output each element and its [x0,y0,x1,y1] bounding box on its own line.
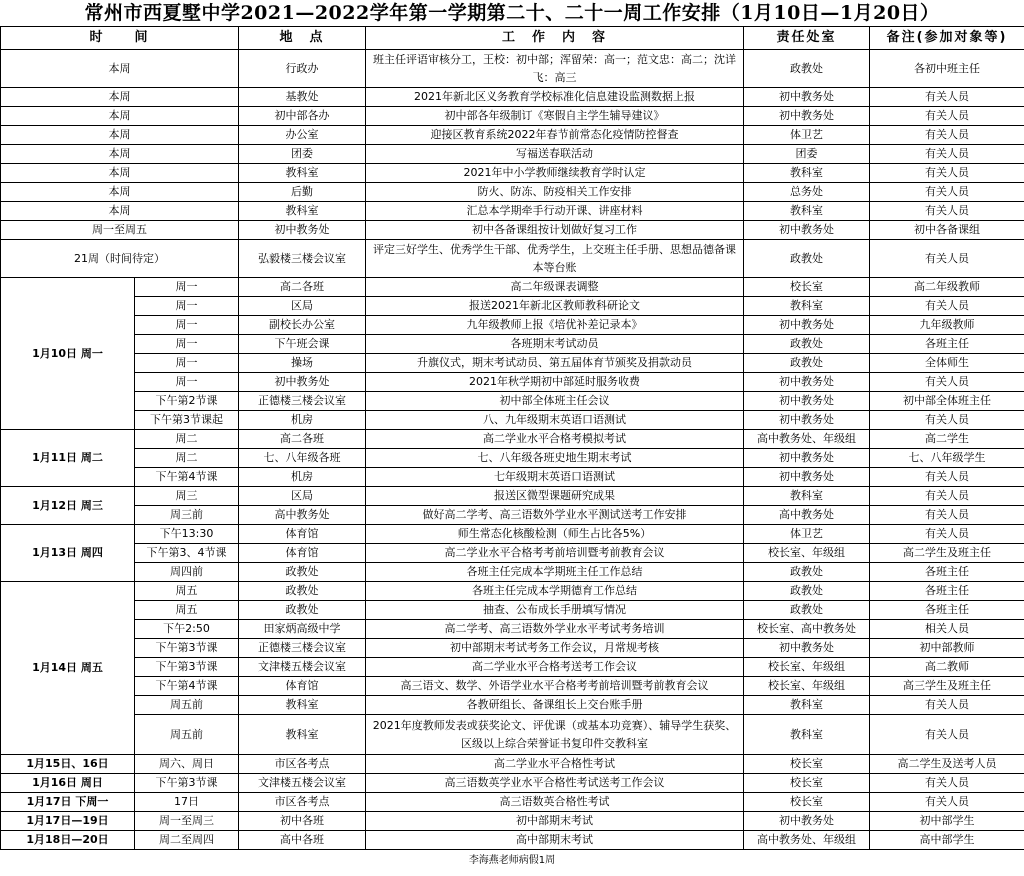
table-row [1,164,1024,183]
row-content: 高三语文、数学、外语学业水平合格考考前培训暨考前教育会议 [366,677,744,696]
row-note: 初中部全体班主任 [870,392,1024,411]
row-dept: 团委 [744,145,870,164]
row-note: 高二年级教师 [870,278,1024,297]
table-row [1,373,1024,392]
row-place: 七、八年级各班 [239,449,366,468]
row-time: 本周 [1,183,239,202]
row-dept: 校长室 [744,278,870,297]
table-row [1,715,1024,755]
row-dept: 初中教务处 [744,812,870,831]
row-time: 下午2:50 [135,620,239,639]
row-note: 初中各备课组 [870,221,1024,240]
row-dept: 教科室 [744,297,870,316]
row-note: 各班主任 [870,601,1024,620]
row-date: 1月17日 下周一 [1,793,135,812]
row-place: 副校长办公室 [239,316,366,335]
row-time: 本周 [1,88,239,107]
row-place: 政教处 [239,582,366,601]
row-place: 体育馆 [239,544,366,563]
row-note: 全体师生 [870,354,1024,373]
row-place: 高中教务处 [239,506,366,525]
row-place: 办公室 [239,126,366,145]
row-content: 迎接区教育系统2022年春节前常态化疫情防控督查 [366,126,744,145]
row-place: 操场 [239,354,366,373]
table-row [1,774,1024,793]
row-dept: 高中教务处、年级组 [744,831,870,850]
row-dept: 初中教务处 [744,107,870,126]
row-place: 文津楼五楼会议室 [239,774,366,793]
row-place: 高二各班 [239,278,366,297]
table-row [1,677,1024,696]
table-row [1,563,1024,582]
table-row [1,202,1024,221]
table-row [1,183,1024,202]
header-note: 备注(参加对象等) [870,27,1024,50]
row-content: 高二年级课表调整 [366,278,744,297]
row-time: 下午第4节课 [135,677,239,696]
row-time: 本周 [1,126,239,145]
row-time: 周一 [135,335,239,354]
row-time: 下午第2节课 [135,392,239,411]
row-dept: 校长室 [744,774,870,793]
row-note: 各初中班主任 [870,50,1024,88]
row-dept: 校长室、年级组 [744,677,870,696]
row-dept: 教科室 [744,164,870,183]
row-place: 正德楼三楼会议室 [239,392,366,411]
table-row [1,335,1024,354]
row-note: 有关人员 [870,525,1024,544]
table-row [1,639,1024,658]
row-dept: 教科室 [744,696,870,715]
row-time: 本周 [1,107,239,126]
row-dept: 初中教务处 [744,411,870,430]
row-time: 周五 [135,582,239,601]
row-place: 后勤 [239,183,366,202]
header-time: 时 间 [1,27,239,50]
row-date: 1月18日—20日 [1,831,135,850]
table-row [1,793,1024,812]
row-content: 初中部全体班主任会议 [366,392,744,411]
row-date: 1月12日 周三 [1,487,135,525]
table-row [1,468,1024,487]
row-dept: 总务处 [744,183,870,202]
table-row [1,525,1024,544]
row-place: 初中各班 [239,812,366,831]
row-time: 周一 [135,373,239,392]
row-place: 区局 [239,487,366,506]
row-note: 各班主任 [870,563,1024,582]
row-place: 正德楼三楼会议室 [239,639,366,658]
row-note: 七、八年级学生 [870,449,1024,468]
row-note: 高二学生及送考人员 [870,755,1024,774]
row-dept: 初中教务处 [744,468,870,487]
row-dept: 政教处 [744,354,870,373]
row-content: 高二学考、高三语数外学业水平考试考务培训 [366,620,744,639]
row-time: 周二至周四 [135,831,239,850]
table-row [1,278,1024,297]
row-date: 1月14日 周五 [1,582,135,755]
table-row [1,831,1024,850]
row-content: 九年级教师上报《培优补差记录本》 [366,316,744,335]
row-place: 基教处 [239,88,366,107]
table-row [1,449,1024,468]
row-place: 体育馆 [239,525,366,544]
row-dept: 教科室 [744,715,870,755]
table-row [1,316,1024,335]
row-dept: 初中教务处 [744,392,870,411]
row-date: 1月17日—19日 [1,812,135,831]
row-content: 初中各备课组按计划做好复习工作 [366,221,744,240]
row-note: 有关人员 [870,506,1024,525]
table-row [1,297,1024,316]
row-place: 市区各考点 [239,755,366,774]
row-note: 各班主任 [870,582,1024,601]
row-content: 初中部期末考试 [366,812,744,831]
table-row [1,50,1024,88]
schedule-table [0,26,1024,850]
row-note: 有关人员 [870,126,1024,145]
row-note: 高二教师 [870,658,1024,677]
row-time: 周一至周五 [1,221,239,240]
row-note: 有关人员 [870,468,1024,487]
row-place: 教科室 [239,164,366,183]
row-content: 初中部各年级制订《寒假自主学生辅导建议》 [366,107,744,126]
row-time: 下午第3节课 [135,774,239,793]
table-row [1,221,1024,240]
row-dept: 初中教务处 [744,639,870,658]
row-content: 报送区微型课题研究成果 [366,487,744,506]
row-time: 本周 [1,202,239,221]
row-content: 做好高二学考、高三语数外学业水平测试送考工作安排 [366,506,744,525]
table-row [1,411,1024,430]
row-note: 有关人员 [870,107,1024,126]
row-dept: 初中教务处 [744,373,870,392]
row-place: 初中教务处 [239,221,366,240]
row-dept: 政教处 [744,335,870,354]
row-time: 下午第3节课 [135,658,239,677]
row-time: 周五前 [135,696,239,715]
row-content: 高中部期末考试 [366,831,744,850]
table-row [1,696,1024,715]
row-note: 高中部学生 [870,831,1024,850]
row-content: 高二学业水平合格考考前培训暨考前教育会议 [366,544,744,563]
row-note: 有关人员 [870,202,1024,221]
row-note: 有关人员 [870,774,1024,793]
row-content: 写福送春联活动 [366,145,744,164]
row-note: 有关人员 [870,793,1024,812]
row-dept: 校长室、年级组 [744,658,870,677]
header-row [1,27,1024,50]
row-content: 初中部期末考试考务工作会议，月常规考核 [366,639,744,658]
row-place: 下午班会课 [239,335,366,354]
row-place: 区局 [239,297,366,316]
row-note: 高三学生及班主任 [870,677,1024,696]
row-content: 各班主任完成本学期班主任工作总结 [366,563,744,582]
row-place: 市区各考点 [239,793,366,812]
table-row [1,145,1024,164]
row-note: 有关人员 [870,696,1024,715]
row-place: 初中教务处 [239,373,366,392]
header-place: 地 点 [239,27,366,50]
row-place: 教科室 [239,696,366,715]
row-time: 周二 [135,430,239,449]
row-place: 体育馆 [239,677,366,696]
table-row [1,392,1024,411]
page-title: 常州市西夏墅中学2021—2022学年第一学期第二十、二十一周工作安排（1月10日—1月20日） [0,0,1024,26]
row-dept: 初中教务处 [744,221,870,240]
row-note: 有关人员 [870,240,1024,278]
row-time: 本周 [1,164,239,183]
row-time: 周一 [135,278,239,297]
row-place: 文津楼五楼会议室 [239,658,366,677]
row-content: 防火、防冻、防疫相关工作安排 [366,183,744,202]
row-time: 下午第4节课 [135,468,239,487]
table-row [1,487,1024,506]
row-date: 1月11日 周二 [1,430,135,487]
row-note: 九年级教师 [870,316,1024,335]
table-row [1,582,1024,601]
row-time: 周一 [135,354,239,373]
row-place: 高二各班 [239,430,366,449]
row-time: 周四前 [135,563,239,582]
row-content: 2021年度教师发表或获奖论文、评优课（或基本功竞赛）、辅导学生获奖、区级以上综合荣誉证书复印件交教科室 [366,715,744,755]
row-place: 教科室 [239,202,366,221]
row-place: 机房 [239,411,366,430]
row-dept: 校长室 [744,793,870,812]
row-time: 周二 [135,449,239,468]
row-note: 初中部学生 [870,812,1024,831]
table-row [1,126,1024,145]
row-content: 2021年秋学期初中部延时服务收费 [366,373,744,392]
row-time: 下午第3节课起 [135,411,239,430]
row-content: 班主任评语审核分工，王校：初中部；浑留荣：高一；范文忠：高二；沈详飞：高三 [366,50,744,88]
table-row [1,544,1024,563]
row-content: 师生常态化核酸检测（师生占比各5%） [366,525,744,544]
row-time: 周一至周三 [135,812,239,831]
row-dept: 校长室、年级组 [744,544,870,563]
row-dept: 政教处 [744,601,870,620]
row-time: 21周（时间待定） [1,240,239,278]
row-content: 八、九年级期末英语口语测试 [366,411,744,430]
row-content: 评定三好学生、优秀学生干部、优秀学生，上交班主任手册、思想品德备课本等台账 [366,240,744,278]
row-time: 本周 [1,145,239,164]
row-time: 下午第3节课 [135,639,239,658]
row-note: 有关人员 [870,487,1024,506]
row-place: 团委 [239,145,366,164]
row-content: 2021年新北区义务教育学校标准化信息建设监测数据上报 [366,88,744,107]
row-time: 下午第3、4节课 [135,544,239,563]
header-dept: 责任处室 [744,27,870,50]
row-dept: 体卫艺 [744,126,870,145]
row-place: 政教处 [239,563,366,582]
row-note: 各班主任 [870,335,1024,354]
row-place: 教科室 [239,715,366,755]
footer-note: 李海燕老师病假1周 [0,850,1024,876]
row-note: 有关人员 [870,715,1024,755]
row-dept: 政教处 [744,50,870,88]
table-row [1,240,1024,278]
row-note: 高二学生及班主任 [870,544,1024,563]
row-dept: 体卫艺 [744,525,870,544]
row-content: 高二学业水平合格考模拟考试 [366,430,744,449]
row-time: 周六、周日 [135,755,239,774]
row-content: 2021年中小学教师继续教育学时认定 [366,164,744,183]
row-date: 1月10日 周一 [1,278,135,430]
row-content: 高三语数英学业水平合格性考试送考工作会议 [366,774,744,793]
table-row [1,506,1024,525]
row-content: 升旗仪式，期末考试动员、第五届体育节颁奖及捐款动员 [366,354,744,373]
row-note: 有关人员 [870,183,1024,202]
row-time: 周三 [135,487,239,506]
row-content: 各教研组长、备课组长上交台账手册 [366,696,744,715]
row-content: 高二学业水平合格考送考工作会议 [366,658,744,677]
table-row [1,755,1024,774]
row-dept: 政教处 [744,563,870,582]
row-dept: 高中教务处 [744,506,870,525]
row-content: 七、八年级各班史地生期末考试 [366,449,744,468]
table-row [1,88,1024,107]
row-time: 周一 [135,316,239,335]
row-content: 高三语数英合格性考试 [366,793,744,812]
row-dept: 校长室 [744,755,870,774]
row-note: 有关人员 [870,145,1024,164]
row-time: 周五 [135,601,239,620]
row-content: 抽查、公布成长手册填写情况 [366,601,744,620]
row-date: 1月13日 周四 [1,525,135,582]
row-note: 相关人员 [870,620,1024,639]
row-time: 下午13:30 [135,525,239,544]
table-row [1,812,1024,831]
row-dept: 高中教务处、年级组 [744,430,870,449]
row-dept: 校长室、高中教务处 [744,620,870,639]
row-dept: 初中教务处 [744,449,870,468]
row-dept: 政教处 [744,582,870,601]
row-dept: 教科室 [744,487,870,506]
row-time: 周五前 [135,715,239,755]
row-note: 高二学生 [870,430,1024,449]
row-place: 初中部各办 [239,107,366,126]
row-content: 七年级期末英语口语测试 [366,468,744,487]
row-note: 有关人员 [870,373,1024,392]
row-content: 各班主任完成本学期德育工作总结 [366,582,744,601]
row-place: 田家炳高级中学 [239,620,366,639]
table-row [1,620,1024,639]
row-content: 高二学业水平合格性考试 [366,755,744,774]
row-dept: 初中教务处 [744,88,870,107]
header-content: 工 作 内 容 [366,27,744,50]
row-place: 机房 [239,468,366,487]
row-note: 有关人员 [870,88,1024,107]
row-dept: 教科室 [744,202,870,221]
table-row [1,354,1024,373]
row-dept: 政教处 [744,240,870,278]
row-note: 有关人员 [870,411,1024,430]
row-place: 政教处 [239,601,366,620]
row-time: 周一 [135,297,239,316]
row-dept: 初中教务处 [744,316,870,335]
row-time: 17日 [135,793,239,812]
row-content: 报送2021年新北区教师教科研论文 [366,297,744,316]
row-note: 有关人员 [870,164,1024,183]
row-time: 本周 [1,50,239,88]
row-content: 各班期末考试动员 [366,335,744,354]
row-date: 1月16日 周日 [1,774,135,793]
row-content: 汇总本学期牵手行动开课、讲座材料 [366,202,744,221]
row-note: 有关人员 [870,297,1024,316]
row-place: 弘毅楼三楼会议室 [239,240,366,278]
row-note: 初中部教师 [870,639,1024,658]
row-place: 高中各班 [239,831,366,850]
table-row [1,430,1024,449]
row-time: 周三前 [135,506,239,525]
row-place: 行政办 [239,50,366,88]
table-row [1,601,1024,620]
table-row [1,658,1024,677]
row-date: 1月15日、16日 [1,755,135,774]
table-row [1,107,1024,126]
